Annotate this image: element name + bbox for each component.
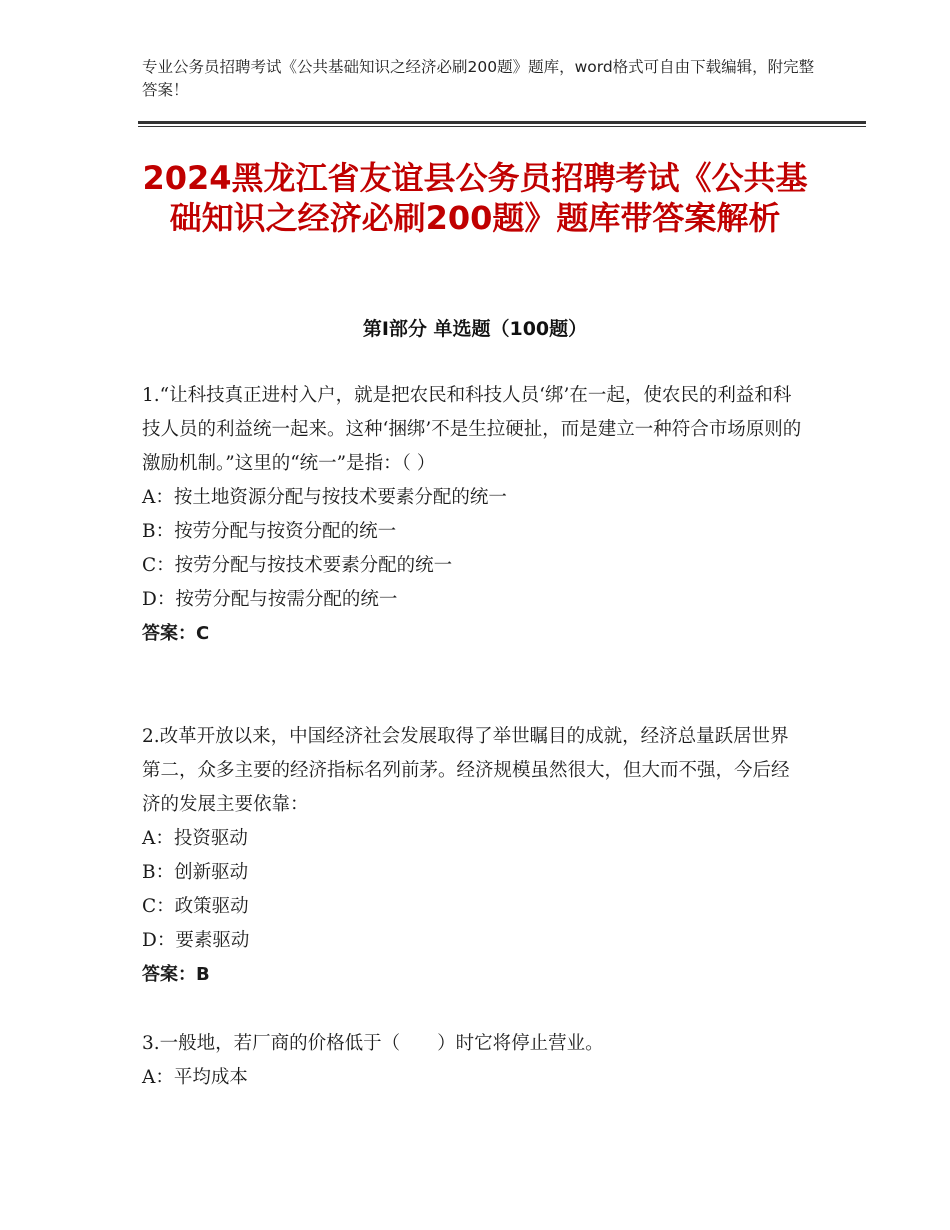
question-3 xyxy=(142,1027,802,1095)
section-heading: 第Ⅰ部分 单选题（100题） xyxy=(362,318,588,340)
answer-line: 答案：B xyxy=(142,964,210,985)
document-title: 2024黑龙江省友谊县公务员招聘考试《公共基础知识之经济必刷200题》题库带答案解析 xyxy=(142,159,808,237)
question-1 xyxy=(142,379,802,651)
question-stem: 1.“让科技真正进村入户，就是把农民和科技人员‘绑’在一起，使农民的利益和科技人员的利益统一起来。这种‘捆绑’不是生拉硬扯，而是建立一种符合市场原则的激励机制。”这里的“统一”是指：（ ） xyxy=(142,385,802,474)
option-a: A：按土地资源分配与按技术要素分配的统一 xyxy=(142,487,507,508)
answer-line: 答案：C xyxy=(142,623,210,644)
header-note: 专业公务员招聘考试《公共基础知识之经济必刷200题》题库，word格式可自由下载编辑，附完整答案！ xyxy=(142,58,815,99)
question-2 xyxy=(142,720,802,992)
option-b: B：按劳分配与按资分配的统一 xyxy=(142,521,397,542)
question-stem: 2.改革开放以来，中国经济社会发展取得了举世瞩目的成就，经济总量跃居世界第二，众多主要的经济指标名列前茅。经济规模虽然很大，但大而不强，今后经济的发展主要依靠： xyxy=(142,726,790,815)
question-stem: 3.一般地，若厂商的价格低于（ ）时它将停止营业。 xyxy=(142,1033,604,1054)
header-rule-thick xyxy=(138,121,866,124)
option-c: C：政策驱动 xyxy=(142,896,249,917)
option-a: A：投资驱动 xyxy=(142,828,248,849)
option-c: C：按劳分配与按技术要素分配的统一 xyxy=(142,555,453,576)
option-a: A：平均成本 xyxy=(142,1067,248,1088)
option-d: D：要素驱动 xyxy=(142,930,250,951)
header-rule-thin xyxy=(138,126,866,127)
option-b: B：创新驱动 xyxy=(142,862,249,883)
option-d: D：按劳分配与按需分配的统一 xyxy=(142,589,398,610)
